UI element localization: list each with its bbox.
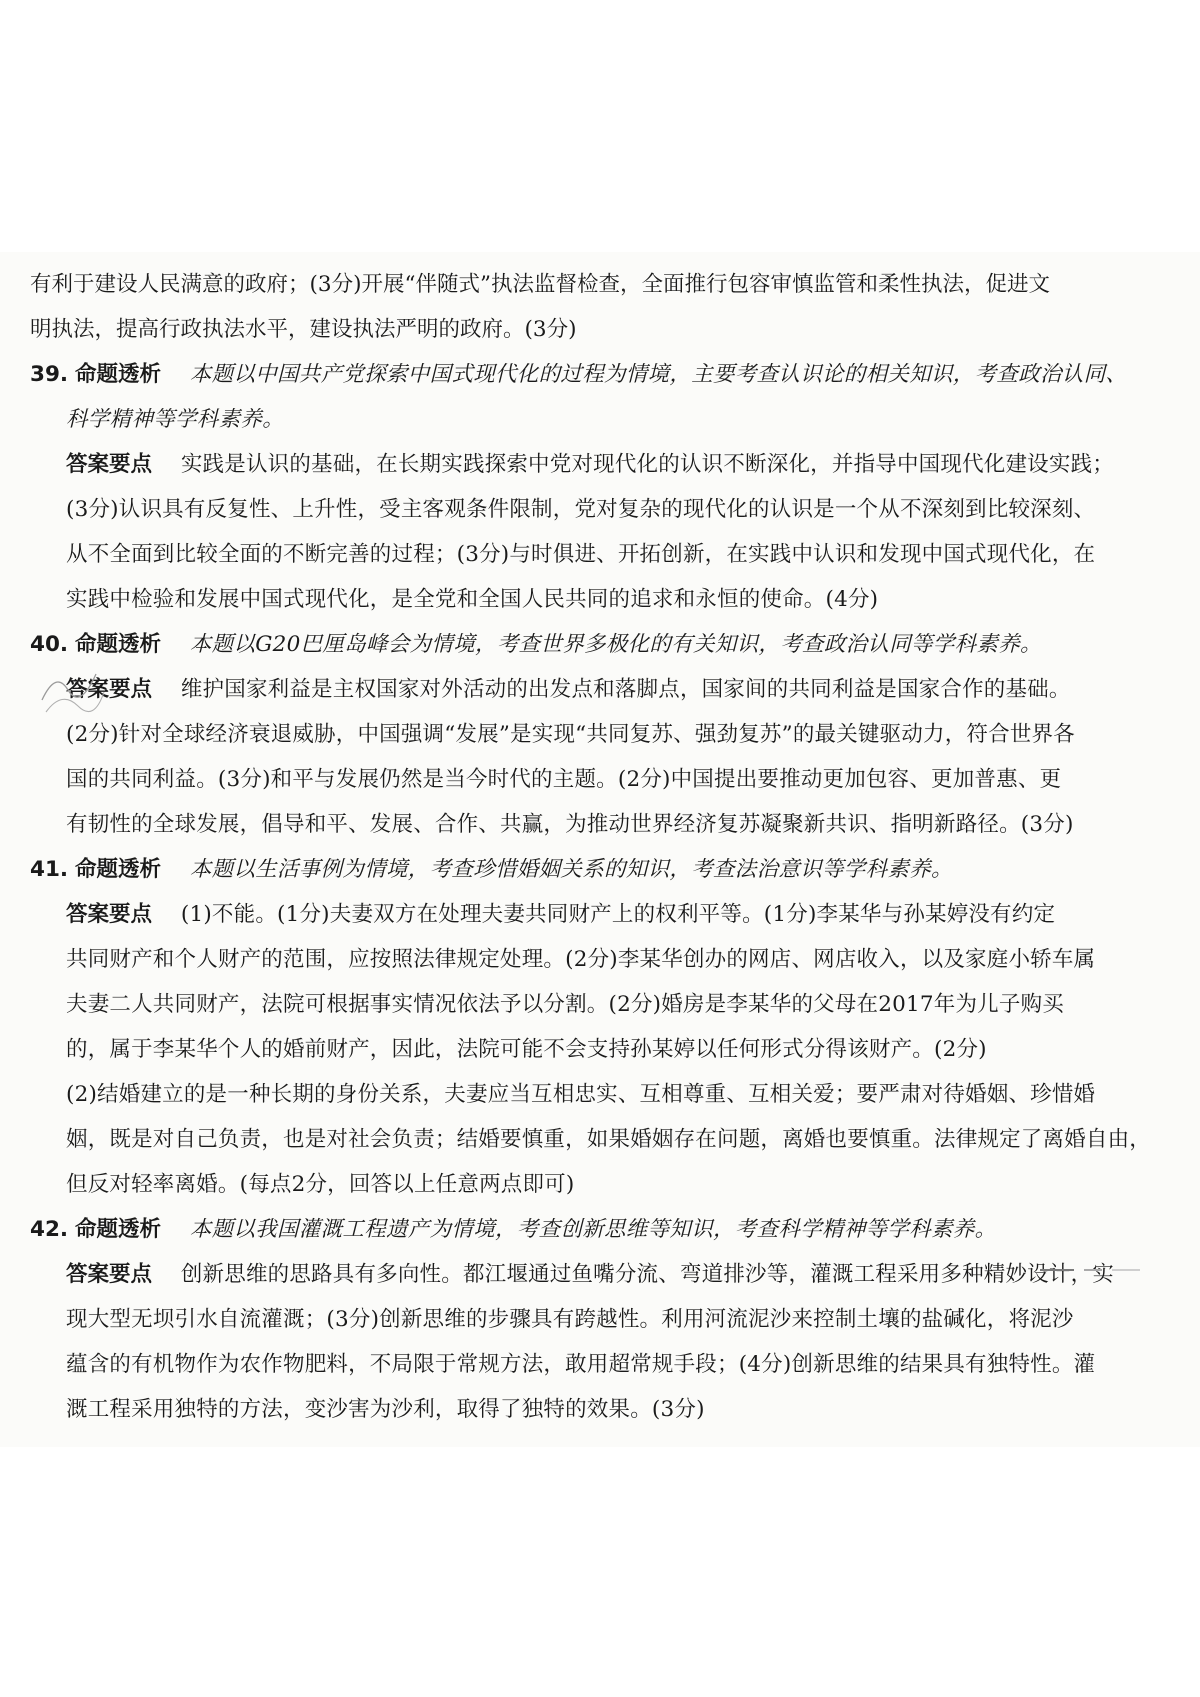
answer-text: 溉工程采用独特的方法，变沙害为沙利，取得了独特的效果。(3分) — [66, 1397, 705, 1422]
answer-text: (3分)认识具有反复性、上升性，受主客观条件限制，党对复杂的现代化的认识是一个从不深刻到比较深刻、 — [66, 497, 1096, 522]
analysis-text: 本题以中国共产党探索中国式现代化的过程为情境，主要考查认识论的相关知识，考查政治认同、 — [189, 362, 1128, 387]
analysis-label: 命题透析 — [74, 1217, 161, 1242]
analysis-label: 命题透析 — [74, 362, 161, 387]
answer-text: 国的共同利益。(3分)和平与发展仍然是当今时代的主题。(2分)中国提出要推动更加包容、更加普惠、更 — [66, 767, 1062, 792]
answer-text: 从不全面到比较全面的不断完善的过程；(3分)与时俱进、开拓创新，在实践中认识和发现中国式现代化，在 — [66, 542, 1096, 567]
analysis-line — [30, 847, 1180, 892]
analysis-line — [30, 622, 1180, 667]
answer-text: 的，属于李某华个人的婚前财产，因此，法院可能不会支持孙某婷以任何形式分得该财产。(2分) — [66, 1037, 987, 1062]
intro-line: 有利于建设人民满意的政府；(3分)开展“伴随式”执法监督检查，全面推行包容审慎监管和柔性执法，促进文 — [30, 272, 1050, 297]
question-39 — [30, 352, 1180, 622]
answer-text: 但反对轻率离婚。(每点2分，回答以上任意两点即可) — [66, 1172, 575, 1197]
question-number: 42. — [30, 1217, 69, 1242]
answer-text: 创新思维的思路具有多向性。都江堰通过鱼嘴分流、弯道排沙等，灌溉工程采用多种精妙设计，实 — [180, 1262, 1114, 1287]
answer-text: (2)结婚建立的是一种长期的身份关系，夫妻应当互相忠实、互相尊重、互相关爱；要严肃对待婚姻、珍惜婚 — [66, 1082, 1096, 1107]
intro-line: 明执法，提高行政执法水平，建设执法严明的政府。(3分) — [30, 317, 577, 342]
analysis-text: 本题以G20巴厘岛峰会为情境，考查世界多极化的有关知识，考查政治认同等学科素养。 — [189, 632, 1042, 657]
answer-text: 夫妻二人共同财产，法院可根据事实情况依法予以分割。(2分)婚房是李某华的父母在2017年为儿子购买 — [66, 992, 1064, 1017]
analysis-label: 命题透析 — [74, 857, 161, 882]
question-40 — [30, 622, 1180, 847]
question-number: 39. — [30, 362, 69, 387]
scan-dash-mark-icon — [1040, 1260, 1150, 1280]
analysis-text: 科学精神等学科素养。 — [66, 407, 285, 432]
analysis-line — [30, 352, 1180, 397]
answer-label: 答案要点 — [66, 902, 153, 927]
answer-text: 有韧性的全球发展，倡导和平、发展、合作、共赢，为推动世界经济复苏凝聚新共识、指明新路径。(3分) — [66, 812, 1074, 837]
answer-text: 姻，既是对自己负责，也是对社会负责；结婚要慎重，如果婚姻存在问题，离婚也要慎重。法律规定了离婚自由， — [66, 1127, 1152, 1152]
answer-line — [30, 667, 1180, 712]
answer-text: 共同财产和个人财产的范围，应按照法律规定处理。(2分)李某华创办的网店、网店收入，以及家庭小轿车属 — [66, 947, 1096, 972]
analysis-text: 本题以我国灌溉工程遗产为情境，考查创新思维等知识，考查科学精神等学科素养。 — [189, 1217, 997, 1242]
answer-text: 维护国家利益是主权国家对外活动的出发点和落脚点，国家间的共同利益是国家合作的基础。 — [180, 677, 1071, 702]
pencil-scribble-icon — [38, 660, 108, 720]
answer-text: 实践是认识的基础，在长期实践探索中党对现代化的认识不断深化，并指导中国现代化建设实践； — [180, 452, 1114, 477]
answer-label: 答案要点 — [66, 1262, 153, 1287]
answer-text: 实践中检验和发展中国式现代化，是全党和全国人民共同的追求和永恒的使命。(4分) — [66, 587, 879, 612]
answer-line — [30, 892, 1180, 937]
answer-text: (2分)针对全球经济衰退威胁，中国强调“发展”是实现“共同复苏、强劲复苏”的最关键驱动力，符合世界各 — [66, 722, 1075, 747]
question-number: 41. — [30, 857, 69, 882]
analysis-label: 命题透析 — [74, 632, 161, 657]
answer-text: 现大型无坝引水自流灌溉；(3分)创新思维的步骤具有跨越性。利用河流泥沙来控制土壤的盐碱化，将泥沙 — [66, 1307, 1074, 1332]
question-42 — [30, 1207, 1180, 1432]
answer-text: 蕴含的有机物作为农作物肥料，不局限于常规方法，敢用超常规手段；(4分)创新思维的结果具有独特性。灌 — [66, 1352, 1096, 1377]
answer-content — [30, 262, 1180, 1432]
answer-line — [30, 442, 1180, 487]
question-number: 40. — [30, 632, 69, 657]
answer-label: 答案要点 — [66, 677, 153, 702]
answer-label: 答案要点 — [66, 452, 153, 477]
analysis-text: 本题以生活事例为情境，考查珍惜婚姻关系的知识，考查法治意识等学科素养。 — [189, 857, 953, 882]
answer-line — [30, 1252, 1180, 1297]
analysis-line — [30, 1207, 1180, 1252]
question-41 — [30, 847, 1180, 1207]
answer-text: (1)不能。(1分)夫妻双方在处理夫妻共同财产上的权利平等。(1分)李某华与孙某婷没有约定 — [180, 902, 1056, 927]
